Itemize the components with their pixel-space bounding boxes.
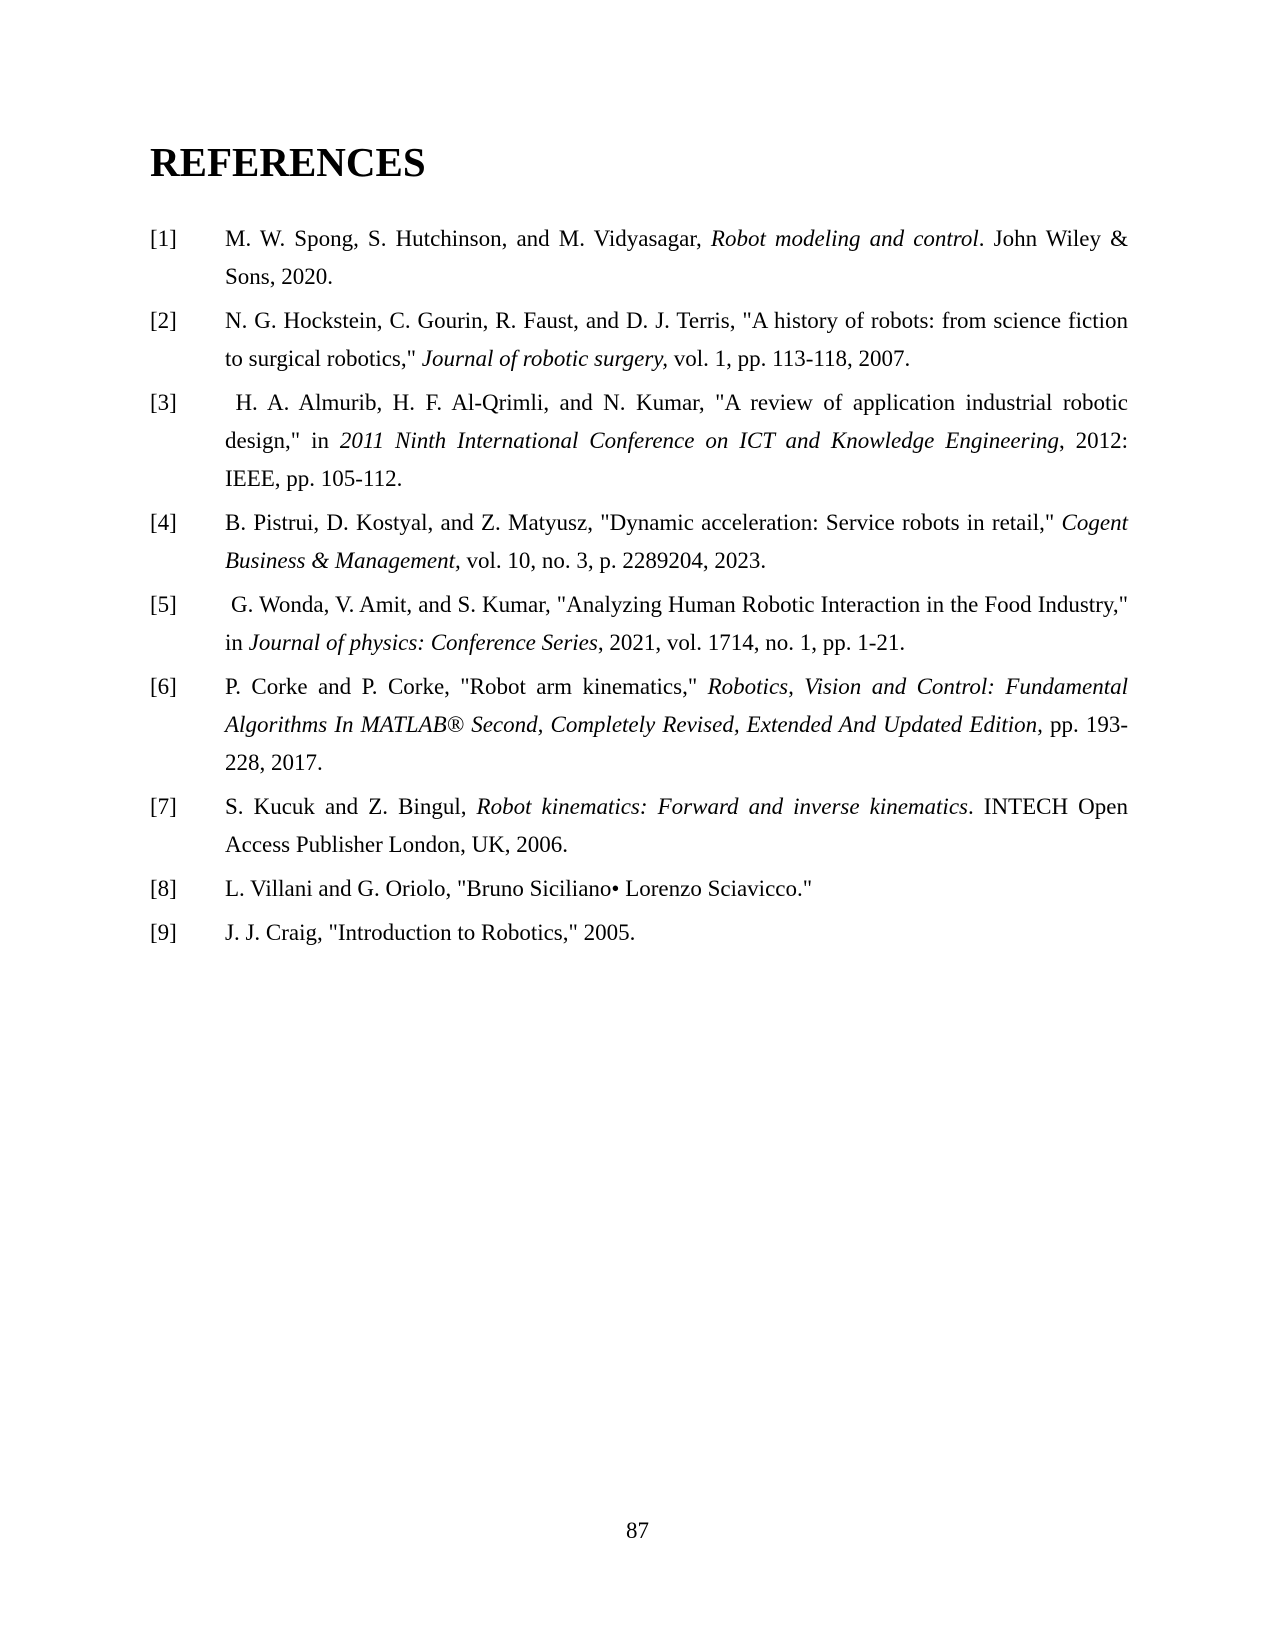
reference-item — [150, 788, 1128, 864]
reference-number: [5] — [150, 592, 177, 617]
reference-item — [150, 384, 1128, 498]
page-title: REFERENCES — [150, 139, 426, 185]
reference-number: [9] — [150, 920, 177, 945]
page-number: 87 — [626, 1518, 649, 1543]
reference-number: [4] — [150, 510, 177, 535]
reference-number: [3] — [150, 390, 177, 415]
reference-item — [150, 504, 1128, 580]
reference-text: H. A. Almurib, H. F. Al-Qrimli, and N. Kumar, "A review of application industrial robotic design," in 2011 Ninth International Conference on ICT and Knowledge Engineering, 2012: IEEE, pp. 105-112. — [225, 390, 1128, 491]
references-page — [150, 138, 1128, 958]
reference-number: [7] — [150, 794, 177, 819]
page-footer — [0, 1512, 1275, 1550]
reference-item — [150, 870, 1128, 908]
reference-text: S. Kucuk and Z. Bingul, Robot kinematics: Forward and inverse kinematics. INTECH Open Access Publisher London, UK, 2006. — [225, 794, 1128, 857]
reference-text: P. Corke and P. Corke, "Robot arm kinematics," Robotics, Vision and Control: Fundamental Algorithms In MATLAB® Second, Completely Revised, Extended And Updated Edition, pp. 193-228, 2017. — [225, 674, 1128, 775]
reference-text: M. W. Spong, S. Hutchinson, and M. Vidyasagar, Robot modeling and control. John Wiley & Sons, 2020. — [225, 226, 1128, 289]
reference-number: [8] — [150, 876, 177, 901]
reference-item — [150, 914, 1128, 952]
reference-text: B. Pistrui, D. Kostyal, and Z. Matyusz, "Dynamic acceleration: Service robots in retail," Cogent Business & Management, vol. 10, no. 3, p. 2289204, 2023. — [225, 510, 1128, 573]
reference-number: [1] — [150, 226, 177, 251]
reference-number: [2] — [150, 308, 177, 333]
reference-item — [150, 586, 1128, 662]
reference-number: [6] — [150, 674, 177, 699]
reference-item — [150, 220, 1128, 296]
reference-text: J. J. Craig, "Introduction to Robotics," 2005. — [225, 920, 636, 945]
references-list — [150, 220, 1128, 952]
reference-item — [150, 668, 1128, 782]
reference-text: N. G. Hockstein, C. Gourin, R. Faust, and D. J. Terris, "A history of robots: from science fiction to surgical robotics," Journal of robotic surgery, vol. 1, pp. 113-118, 2007. — [225, 308, 1128, 371]
reference-item — [150, 302, 1128, 378]
reference-text: G. Wonda, V. Amit, and S. Kumar, "Analyzing Human Robotic Interaction in the Food Industry," in Journal of physics: Conference Series, 2021, vol. 1714, no. 1, pp. 1-21. — [225, 592, 1128, 655]
reference-text: L. Villani and G. Oriolo, "Bruno Siciliano• Lorenzo Sciavicco." — [225, 876, 813, 901]
